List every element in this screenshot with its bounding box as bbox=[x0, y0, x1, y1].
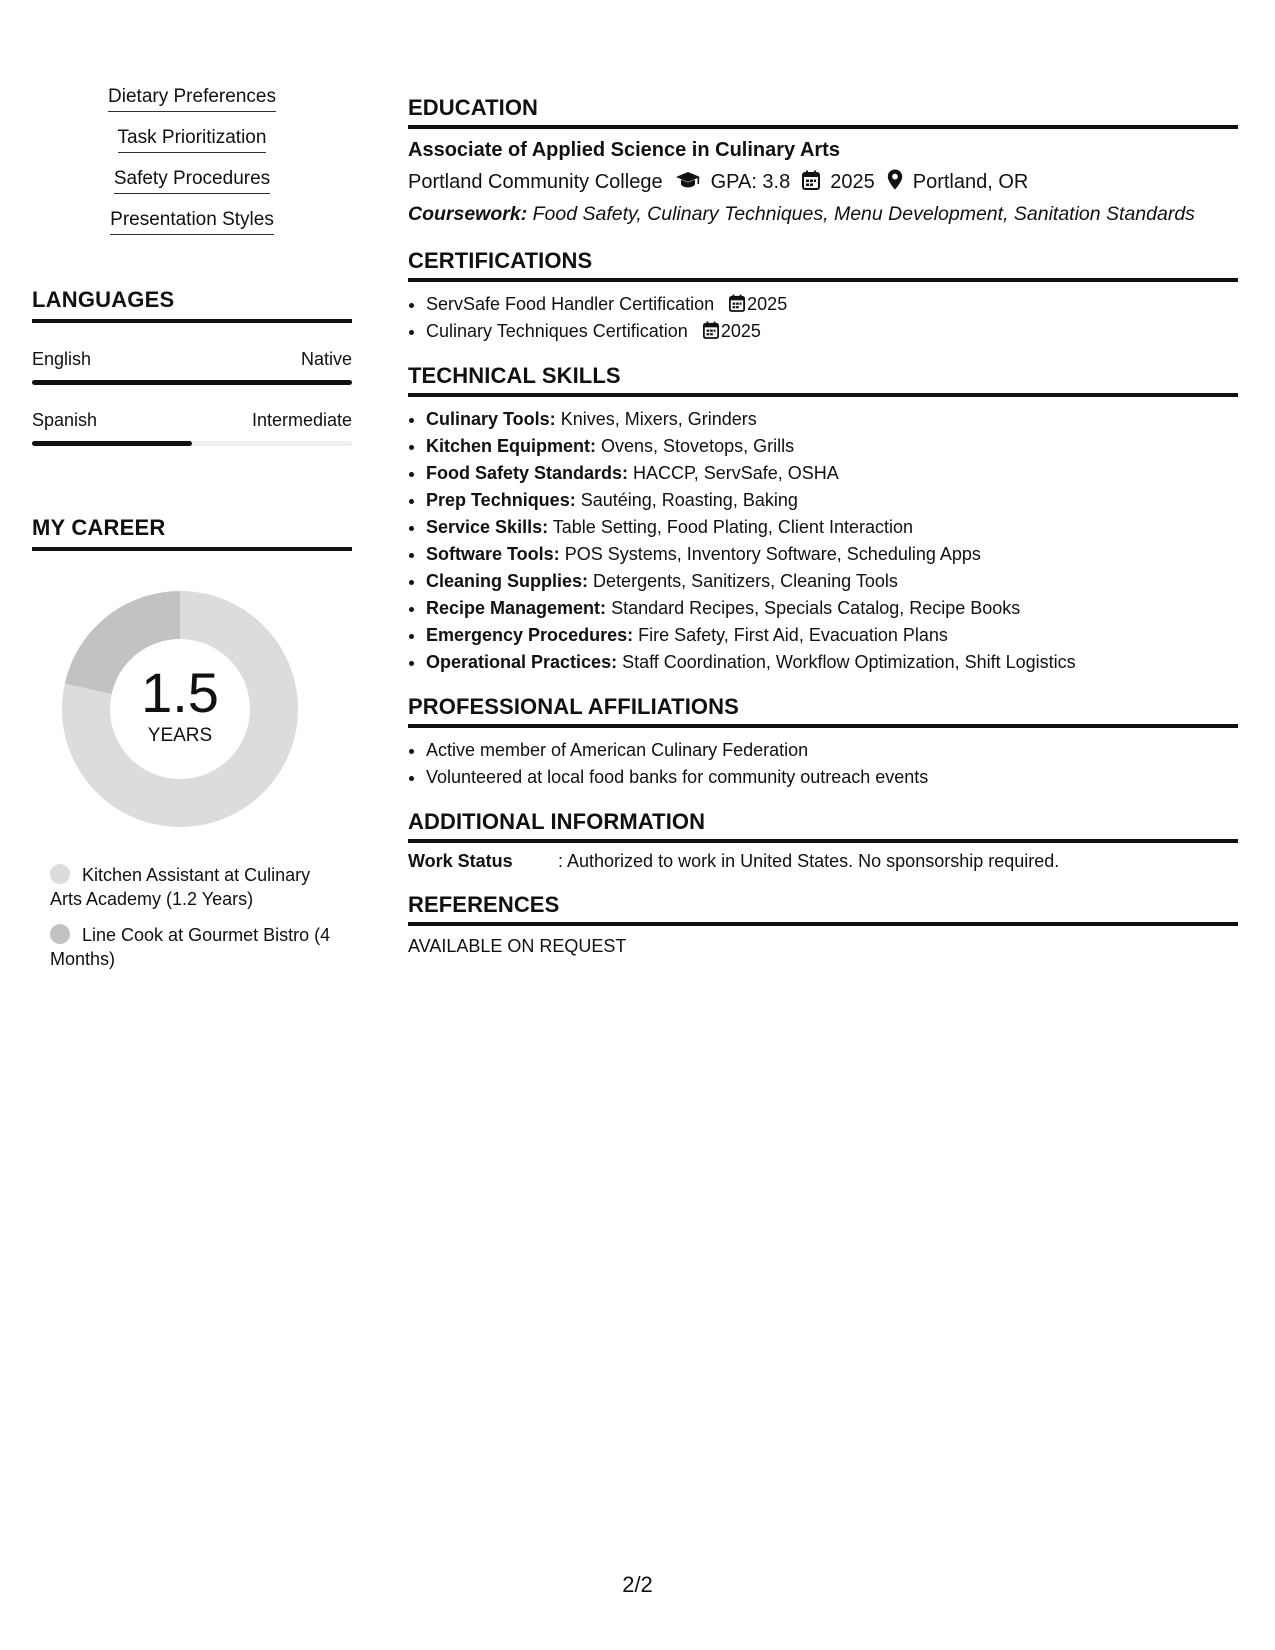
skill-item bbox=[426, 649, 1238, 676]
language-row bbox=[32, 410, 352, 431]
certification-item bbox=[426, 291, 1238, 318]
skill-category: Service Skills: bbox=[426, 517, 549, 537]
skill-tags bbox=[32, 86, 352, 235]
location-pin-icon bbox=[887, 169, 903, 196]
coursework-list: Food Safety, Culinary Techniques, Menu Development, Sanitation Standards bbox=[532, 203, 1195, 225]
skill-values: Detergents, Sanitizers, Cleaning Tools bbox=[593, 571, 898, 591]
affiliation-item: • Volunteered at local food banks for community outreach events bbox=[426, 764, 1238, 791]
certification-name: Culinary Techniques Certification bbox=[426, 321, 688, 341]
legend-label: Line Cook at Gourmet Bistro (4 Months) bbox=[50, 925, 331, 969]
education-section bbox=[408, 95, 1238, 226]
language-level: Intermediate bbox=[251, 410, 352, 430]
education-details bbox=[408, 169, 1238, 196]
technical-skills-heading: TECHNICAL SKILLS bbox=[408, 363, 1238, 397]
language-proficiency-bar bbox=[32, 441, 352, 446]
career-total-unit: YEARS bbox=[147, 725, 213, 746]
references-text: AVAILABLE ON REQUEST bbox=[408, 936, 627, 956]
certifications-heading: CERTIFICATIONS bbox=[408, 248, 1238, 282]
career-donut-chart bbox=[56, 585, 304, 833]
language-proficiency-bar bbox=[32, 380, 352, 385]
graduation-cap-icon bbox=[675, 171, 701, 195]
skill-tag: Presentation Styles bbox=[110, 209, 274, 235]
affiliations-section bbox=[408, 694, 1238, 791]
education-heading: EDUCATION bbox=[408, 95, 1238, 129]
skill-item bbox=[426, 595, 1238, 622]
skill-category: Emergency Procedures: bbox=[426, 625, 634, 645]
skill-item bbox=[426, 406, 1238, 433]
legend-dot-icon bbox=[50, 924, 70, 944]
career-section bbox=[32, 515, 352, 971]
skill-category: Food Safety Standards: bbox=[426, 463, 629, 483]
degree-title: Associate of Applied Science in Culinary Arts bbox=[408, 139, 840, 161]
skill-tag: Dietary Preferences bbox=[108, 86, 276, 112]
calendar-icon bbox=[729, 294, 745, 312]
affiliations-heading: PROFESSIONAL AFFILIATIONS bbox=[408, 694, 1238, 728]
skill-category: Culinary Tools: bbox=[426, 409, 556, 429]
references-section bbox=[408, 892, 1238, 957]
skill-item bbox=[426, 433, 1238, 460]
skill-category: Kitchen Equipment: bbox=[426, 436, 596, 456]
main-content bbox=[408, 95, 1238, 969]
languages-heading: LANGUAGES bbox=[32, 287, 352, 323]
certification-name: ServSafe Food Handler Certification bbox=[426, 294, 715, 314]
skill-category: Recipe Management: bbox=[426, 598, 607, 618]
skill-category: Prep Techniques: bbox=[426, 490, 576, 510]
coursework bbox=[408, 203, 1238, 226]
skill-values: Fire Safety, First Aid, Evacuation Plans bbox=[638, 625, 948, 645]
school-name: Portland Community College bbox=[408, 171, 663, 193]
skill-values: Standard Recipes, Specials Catalog, Recipe Books bbox=[611, 598, 1021, 618]
technical-skills-list bbox=[408, 406, 1238, 676]
certification-date bbox=[729, 294, 787, 314]
certification-year: 2025 bbox=[720, 321, 761, 341]
certification-item bbox=[426, 318, 1238, 345]
certification-year: 2025 bbox=[747, 294, 788, 314]
skill-category: Cleaning Supplies: bbox=[426, 571, 589, 591]
legend-item bbox=[50, 923, 340, 971]
skill-category: Operational Practices: bbox=[426, 652, 618, 672]
language-name: English bbox=[32, 349, 92, 369]
additional-info-section bbox=[408, 809, 1238, 872]
additional-info-heading: ADDITIONAL INFORMATION bbox=[408, 809, 1238, 843]
gpa: GPA: 3.8 bbox=[710, 171, 791, 193]
sidebar bbox=[32, 86, 352, 983]
legend-label: Kitchen Assistant at Culinary Arts Academy (1.2 Years) bbox=[50, 865, 311, 909]
certifications-list bbox=[408, 291, 1238, 345]
skill-values: Knives, Mixers, Grinders bbox=[560, 409, 757, 429]
legend-item bbox=[50, 863, 340, 911]
languages-section bbox=[32, 287, 352, 446]
skill-item bbox=[426, 568, 1238, 595]
career-heading: MY CAREER bbox=[32, 515, 352, 551]
skill-item bbox=[426, 487, 1238, 514]
language-level: Native bbox=[300, 349, 352, 369]
skill-values: Sautéing, Roasting, Baking bbox=[580, 490, 798, 510]
certification-date bbox=[703, 321, 761, 341]
skill-category: Software Tools: bbox=[426, 544, 560, 564]
references-heading: REFERENCES bbox=[408, 892, 1238, 926]
page-number: 2/2 bbox=[622, 1572, 653, 1597]
skill-item bbox=[426, 622, 1238, 649]
skill-values: Table Setting, Food Plating, Client Interaction bbox=[552, 517, 913, 537]
work-status-row bbox=[408, 851, 1238, 872]
language-row bbox=[32, 349, 352, 370]
school-location: Portland, OR bbox=[912, 171, 1029, 193]
legend-dot-icon bbox=[50, 864, 70, 884]
language-name: Spanish bbox=[32, 410, 98, 430]
graduation-year: 2025 bbox=[830, 171, 875, 193]
technical-skills-section bbox=[408, 363, 1238, 676]
certifications-section bbox=[408, 248, 1238, 345]
skill-values: Ovens, Stovetops, Grills bbox=[601, 436, 795, 456]
work-status-label: Work Status bbox=[408, 851, 513, 871]
language-proficiency-fill bbox=[32, 441, 192, 446]
skill-item bbox=[426, 514, 1238, 541]
skill-values: POS Systems, Inventory Software, Scheduling Apps bbox=[564, 544, 981, 564]
skill-item bbox=[426, 541, 1238, 568]
skill-tag: Safety Procedures bbox=[114, 168, 270, 194]
coursework-label: Coursework: bbox=[408, 203, 528, 225]
career-legend bbox=[50, 863, 340, 971]
calendar-icon bbox=[802, 170, 820, 196]
calendar-icon bbox=[703, 321, 719, 339]
donut-center bbox=[56, 585, 304, 833]
work-status-value: : Authorized to work in United States. No sponsorship required. bbox=[558, 851, 1060, 871]
skill-values: HACCP, ServSafe, OSHA bbox=[633, 463, 839, 483]
skill-tag: Task Prioritization bbox=[118, 127, 267, 153]
career-total-value: 1.5 bbox=[141, 661, 219, 724]
language-proficiency-fill bbox=[32, 380, 352, 385]
skill-item bbox=[426, 460, 1238, 487]
affiliations-list bbox=[408, 737, 1238, 791]
affiliation-item: • Active member of American Culinary Federation bbox=[426, 737, 1238, 764]
skill-values: Staff Coordination, Workflow Optimization, Shift Logistics bbox=[622, 652, 1076, 672]
